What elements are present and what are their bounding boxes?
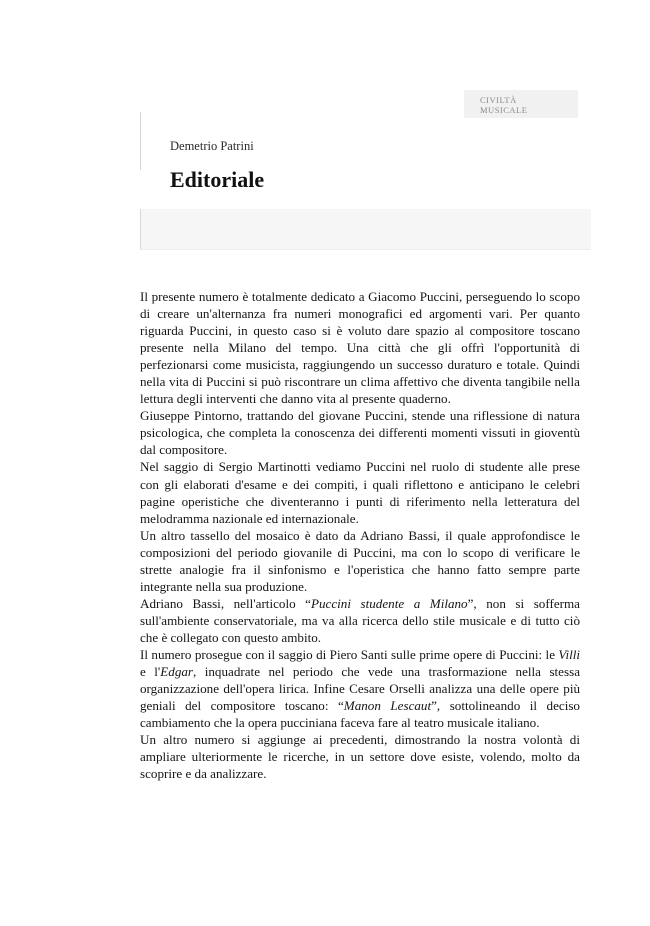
paragraph-7: Un altro numero si aggiunge ai precedenti, dimostrando la nostra volontà di ampliare ulteriormente le ricerche, in un settore dove esiste, volendo, molto da scoprire e da analizzare. [140,732,580,782]
article-reference-title: Puccini studente a Milano [310,595,468,611]
opera-title-edgar: Edgar [160,664,194,680]
journal-name-line1: CIVILTÀ [480,95,517,105]
journal-name [480,95,527,115]
opera-title-villi: Villi [558,646,580,662]
journal-name-line2: MUSICALE [480,105,528,115]
paragraph-5 [140,595,580,646]
article-body [140,288,580,782]
paragraph-5-text-a: Adriano Bassi, nell'articolo “ [140,595,311,611]
paragraph-6-text-d: ”, sottolineando il deciso cambiamento che la opera pucciniana faceva fare al teatro musicale italiano. [140,698,580,731]
vertical-rule [140,112,141,170]
paragraph-2: Giuseppe Pintorno, trattando del giovane Puccini, stende una riflessione di natura psicologica, che completa la conoscenza dei differenti momenti vissuti in gioventù dal compositore. [140,408,580,458]
article-title: Editoriale [170,167,265,192]
paragraph-6-text-b: e l' [140,664,161,680]
author-name: Demetrio Patrini [170,139,254,153]
paragraph-6 [140,646,580,731]
journal-header [464,90,578,118]
paragraph-1: Il presente numero è totalmente dedicato a Giacomo Puccini, perseguendo lo scopo di creare un'alternanza fra numeri monografici ed argomenti vari. Per quanto riguarda Puccini, in questo caso si è voluto dare spazio al compositore toscano presente nella Milano del tempo. Una città che gli offrì l'opportunità di perfezionarsi come musicista, raggiungendo un successo duraturo e totale. Quindi nella vita di Puccini si può riscontrare un clima affettivo che diventa tangibile nella lettura degli interventi che danno vita al presente quaderno. [140,289,580,407]
paragraph-3: Nel saggio di Sergio Martinotti vediamo Puccini nel ruolo di studente alle prese con gli elaborati d'esame e dei compiti, i quali riflettono e anticipano le celebri pagine operistiche che diventeranno i punti di riferimento nella letteratura del melodramma nazionale ed internazionale. [140,459,580,526]
paragraph-4: Un altro tassello del mosaico è dato da Adriano Bassi, il quale approfondisce le composizioni del periodo giovanile di Puccini, ma con lo scopo di verificare le strette analogie fra il sinfonismo e l'operistica che hanno fatto sempre parte integrante nella sua produzione. [140,527,580,594]
header-image [140,209,591,250]
paragraph-6-text-c: , inquadrate nel periodo che vede una trasformazione nella stessa organizzazione dell'opera lirica. Infine Cesare Orselli analizza una delle opere più geniali del compositore toscano: “ [140,664,580,714]
paragraph-6-text-a: Il numero prosegue con il saggio di Piero Santi sulle prime opere di Puccini: le [140,646,559,662]
opera-title-manon: Manon Lescaut [343,698,432,714]
paragraph-5-text-b: ”, non si sofferma sull'ambiente conservatoriale, ma va alla ricerca dello stile musicale e di tutto ciò che è collegato con questo ambito. [140,595,580,645]
